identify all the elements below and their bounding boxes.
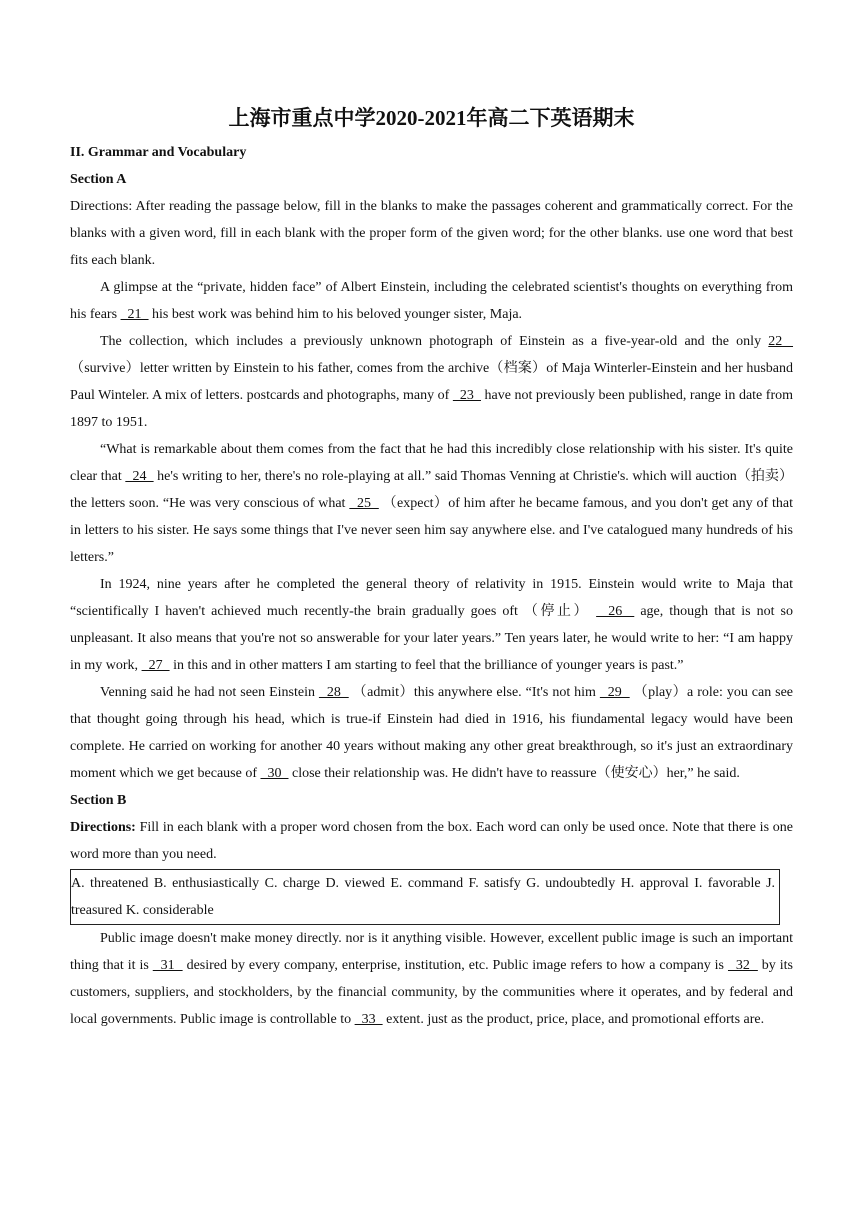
blank-32[interactable]: 32 bbox=[727, 958, 758, 973]
word-option-a: A. threatened bbox=[71, 876, 149, 891]
paragraph-4: In 1924, nine years after he completed the general theory of relativity in 1915. Einstein would write to Maja that “scientifically I haven't achieved much recently-the brain gradually goes oft （停止） 26 age, though that is not so unpleasant. It also means that you're not so answerable for your later years.” Ten years later, he would write to her: “I am happy in my work, 27 in this and in other matters I am starting to feel that the brilliance of younger years is past.” bbox=[70, 577, 793, 673]
blank-27[interactable]: 27 bbox=[141, 658, 170, 673]
blank-21[interactable]: 21 bbox=[120, 307, 149, 322]
word-option-h: H. approval bbox=[620, 876, 689, 891]
paragraph-1: A glimpse at the “private, hidden face” of Albert Einstein, including the celebrated scientist's thoughts on everything from his fears 21 his best work was behind him to his beloved younger sister, Maja. bbox=[70, 280, 793, 322]
word-bank-box bbox=[70, 869, 780, 925]
blank-28[interactable]: 28 bbox=[318, 685, 349, 700]
paragraph-b1: Public image doesn't make money directly. nor is it anything visible. However, excellent public image is such an important thing that it is 31 desired by every company, enterprise, institution, etc. Public image refers to how a company is 32 by its customers, suppliers, and stockholders, by the financial community, by the communities where it operates, and by federal and local governments. Public image is controllable to 33 extent. just as the product, price, place, and promotional efforts are. bbox=[70, 931, 793, 1027]
paragraph-2: The collection, which includes a previously unknown photograph of Einstein as a five-year-old and the only 22 （survive）letter written by Einstein to his father, comes from the archive（档案）of Maja Winterler-Einstein and her husband Paul Winteler. A mix of letters. postcards and photographs, many of 23 have not previously been published, range in date from 1897 to 1951. bbox=[70, 334, 794, 430]
blank-33[interactable]: 33 bbox=[354, 1012, 383, 1027]
paragraph-5: Venning said he had not seen Einstein 28 （admit）this anywhere else. “It's not him 29 （play）a role: you can see that thought going through his head, which is true-if Einstein had died in 1916, his fiundamental legacy would have been complete. He carried on working for another 40 years without making any other great breakthrough, so it's just an extraordinary moment which we get because of 30 close their relationship was. He didn't have to reassure（使安心）her,” he said. bbox=[70, 685, 794, 781]
blank-26[interactable]: 26 bbox=[596, 604, 635, 619]
blank-23[interactable]: 23 bbox=[452, 388, 481, 403]
word-option-g: G. undoubtedly bbox=[526, 876, 616, 891]
section-a-heading: Section A bbox=[70, 172, 127, 187]
word-option-d: D. viewed bbox=[325, 876, 385, 891]
word-option-i: I. favorable bbox=[694, 876, 761, 891]
word-option-b: B. enthusiastically bbox=[153, 876, 260, 891]
part-heading: II. Grammar and Vocabulary bbox=[70, 145, 247, 160]
section-b-directions: Directions: Fill in each blank with a proper word chosen from the box. Each word can only be used once. Note that there is one word more than you need. bbox=[70, 820, 793, 862]
word-option-c: C. charge bbox=[264, 876, 320, 891]
blank-24[interactable]: 24 bbox=[125, 469, 154, 484]
blank-25[interactable]: 25 bbox=[349, 496, 379, 511]
word-option-f: F. satisfy bbox=[468, 876, 521, 891]
section-b-heading: Section B bbox=[70, 793, 127, 808]
document-page bbox=[70, 0, 793, 1033]
document-title: 上海市重点中学2020-2021年高二下英语期末 bbox=[228, 106, 635, 130]
blank-29[interactable]: 29 bbox=[599, 685, 630, 700]
paragraph-3: “What is remarkable about them comes from the fact that he had this incredibly close relationship with his sister. It's quite clear that 24 he's writing to her, there's no role-playing at all.” said Thomas Venning at Christie's. which will auction（拍卖）the letters soon. “He was very conscious of what 25 （expect）of him after he became famous, and you don't get any of that in letters to his sister. He says some things that I've never seen him say anywhere else. and I've catalogued many hundreds of his letters.” bbox=[70, 442, 794, 565]
word-option-k: K. considerable bbox=[125, 903, 214, 918]
word-option-e: E. command bbox=[390, 876, 464, 891]
directions-label: Directions: bbox=[70, 820, 136, 835]
blank-30[interactable]: 30 bbox=[260, 766, 289, 781]
section-a-directions: Directions: After reading the passage below, fill in the blanks to make the passages coherent and grammatically correct. For the blanks with a given word, fill in each blank with the proper form of the given word; for the other blanks. use one word that best fits each blank. bbox=[70, 199, 793, 268]
blank-22[interactable]: 22 bbox=[768, 334, 794, 349]
blank-31[interactable]: 31 bbox=[152, 958, 183, 973]
word-option-j: J. treasured bbox=[71, 876, 776, 918]
word-bank-list bbox=[71, 870, 779, 924]
